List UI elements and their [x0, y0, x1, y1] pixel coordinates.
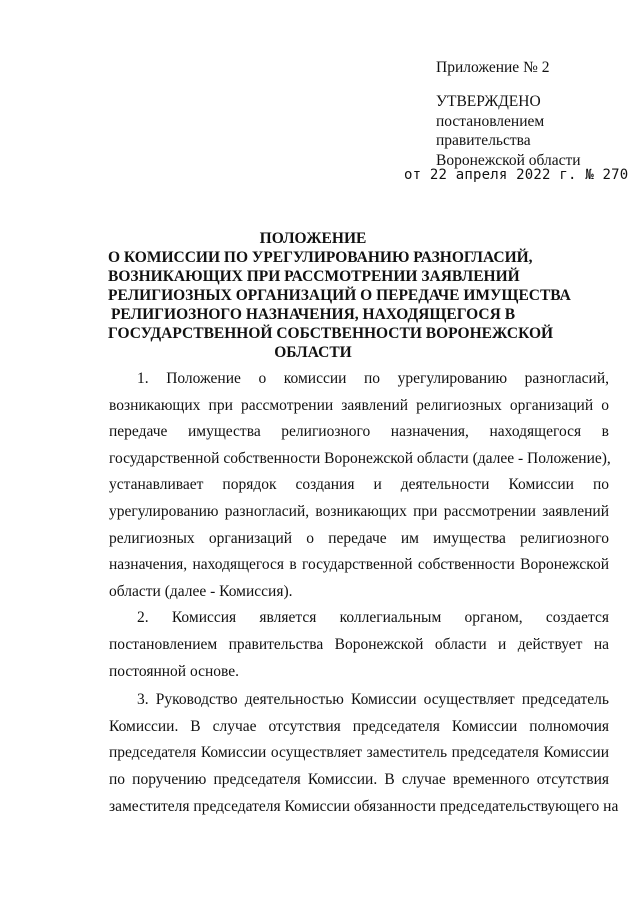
- document-title: [108, 229, 571, 362]
- title-line: ВОЗНИКАЮЩИХ ПРИ РАССМОТРЕНИИ ЗАЯВЛЕНИЙ: [108, 268, 520, 285]
- text-line: постоянной основе.: [109, 662, 240, 680]
- text-line: религиозных организаций о передаче им имущества религиозного: [109, 529, 609, 547]
- paragraph-3: [109, 687, 619, 820]
- text-line: по поручению председателя Комиссии. В случае временного отсутствия: [109, 770, 609, 788]
- approval-line: правительства: [436, 132, 531, 149]
- title-line: ПОЛОЖЕНИЕ: [259, 230, 367, 247]
- title-line: РЕЛИГИОЗНОГО НАЗНАЧЕНИЯ, НАХОДЯЩЕГОСЯ В: [110, 306, 516, 323]
- text-line: возникающих при рассмотрении заявлений религиозных организаций о: [109, 396, 609, 414]
- appendix-label: Приложение № 2: [436, 59, 550, 76]
- title-line: ГОСУДАРСТВЕННОЙ СОБСТВЕННОСТИ ВОРОНЕЖСКОЙ: [108, 325, 554, 342]
- paragraph-2: [109, 605, 609, 685]
- approval-line: УТВЕРЖДЕНО: [436, 93, 541, 110]
- text-line: 3. Руководство деятельностью Комиссии осуществляет председатель: [137, 691, 609, 709]
- text-line: заместителя председателя Комиссии обязанности председательствующего на: [109, 797, 619, 815]
- paragraph-1: [109, 366, 609, 605]
- title-line: ОБЛАСТИ: [274, 344, 352, 361]
- text-line: передаче имущества религиозного назначения, находящегося в: [109, 423, 609, 441]
- text-line: Комиссии. В случае отсутствия председателя Комиссии полномочия: [109, 717, 609, 735]
- text-line: постановлением правительства Воронежской области и действует на: [109, 635, 609, 653]
- title-line: РЕЛИГИОЗНЫХ ОРГАНИЗАЦИЙ О ПЕРЕДАЧЕ ИМУЩЕСТВА: [108, 287, 571, 304]
- text-line: урегулированию разногласий, возникающих при рассмотрении заявлений: [109, 502, 609, 520]
- text-line: назначения, находящегося в государственной собственности Воронежской: [109, 556, 609, 574]
- text-line: области (далее - Комиссия).: [109, 582, 293, 600]
- decree-date-number: от 22 апреля 2022 г. № 270: [404, 167, 629, 183]
- approval-line: Воронежской области: [436, 151, 581, 169]
- approval-block: [436, 92, 581, 170]
- text-line: государственной собственности Воронежской области (далее - Положение),: [109, 449, 611, 467]
- title-line: О КОМИССИИ ПО УРЕГУЛИРОВАНИЮ РАЗНОГЛАСИЙ,: [108, 249, 533, 266]
- document-body: [109, 366, 619, 820]
- text-line: 2. Комиссия является коллегиальным органом, создается: [137, 609, 609, 627]
- text-line: председателя Комиссии осуществляет заместитель председателя Комиссии: [109, 744, 609, 762]
- approval-line: постановлением: [436, 112, 545, 130]
- text-line: 1. Положение о комиссии по урегулированию разногласий,: [137, 370, 609, 387]
- text-line: устанавливает порядок создания и деятельности Комиссии по: [109, 476, 609, 494]
